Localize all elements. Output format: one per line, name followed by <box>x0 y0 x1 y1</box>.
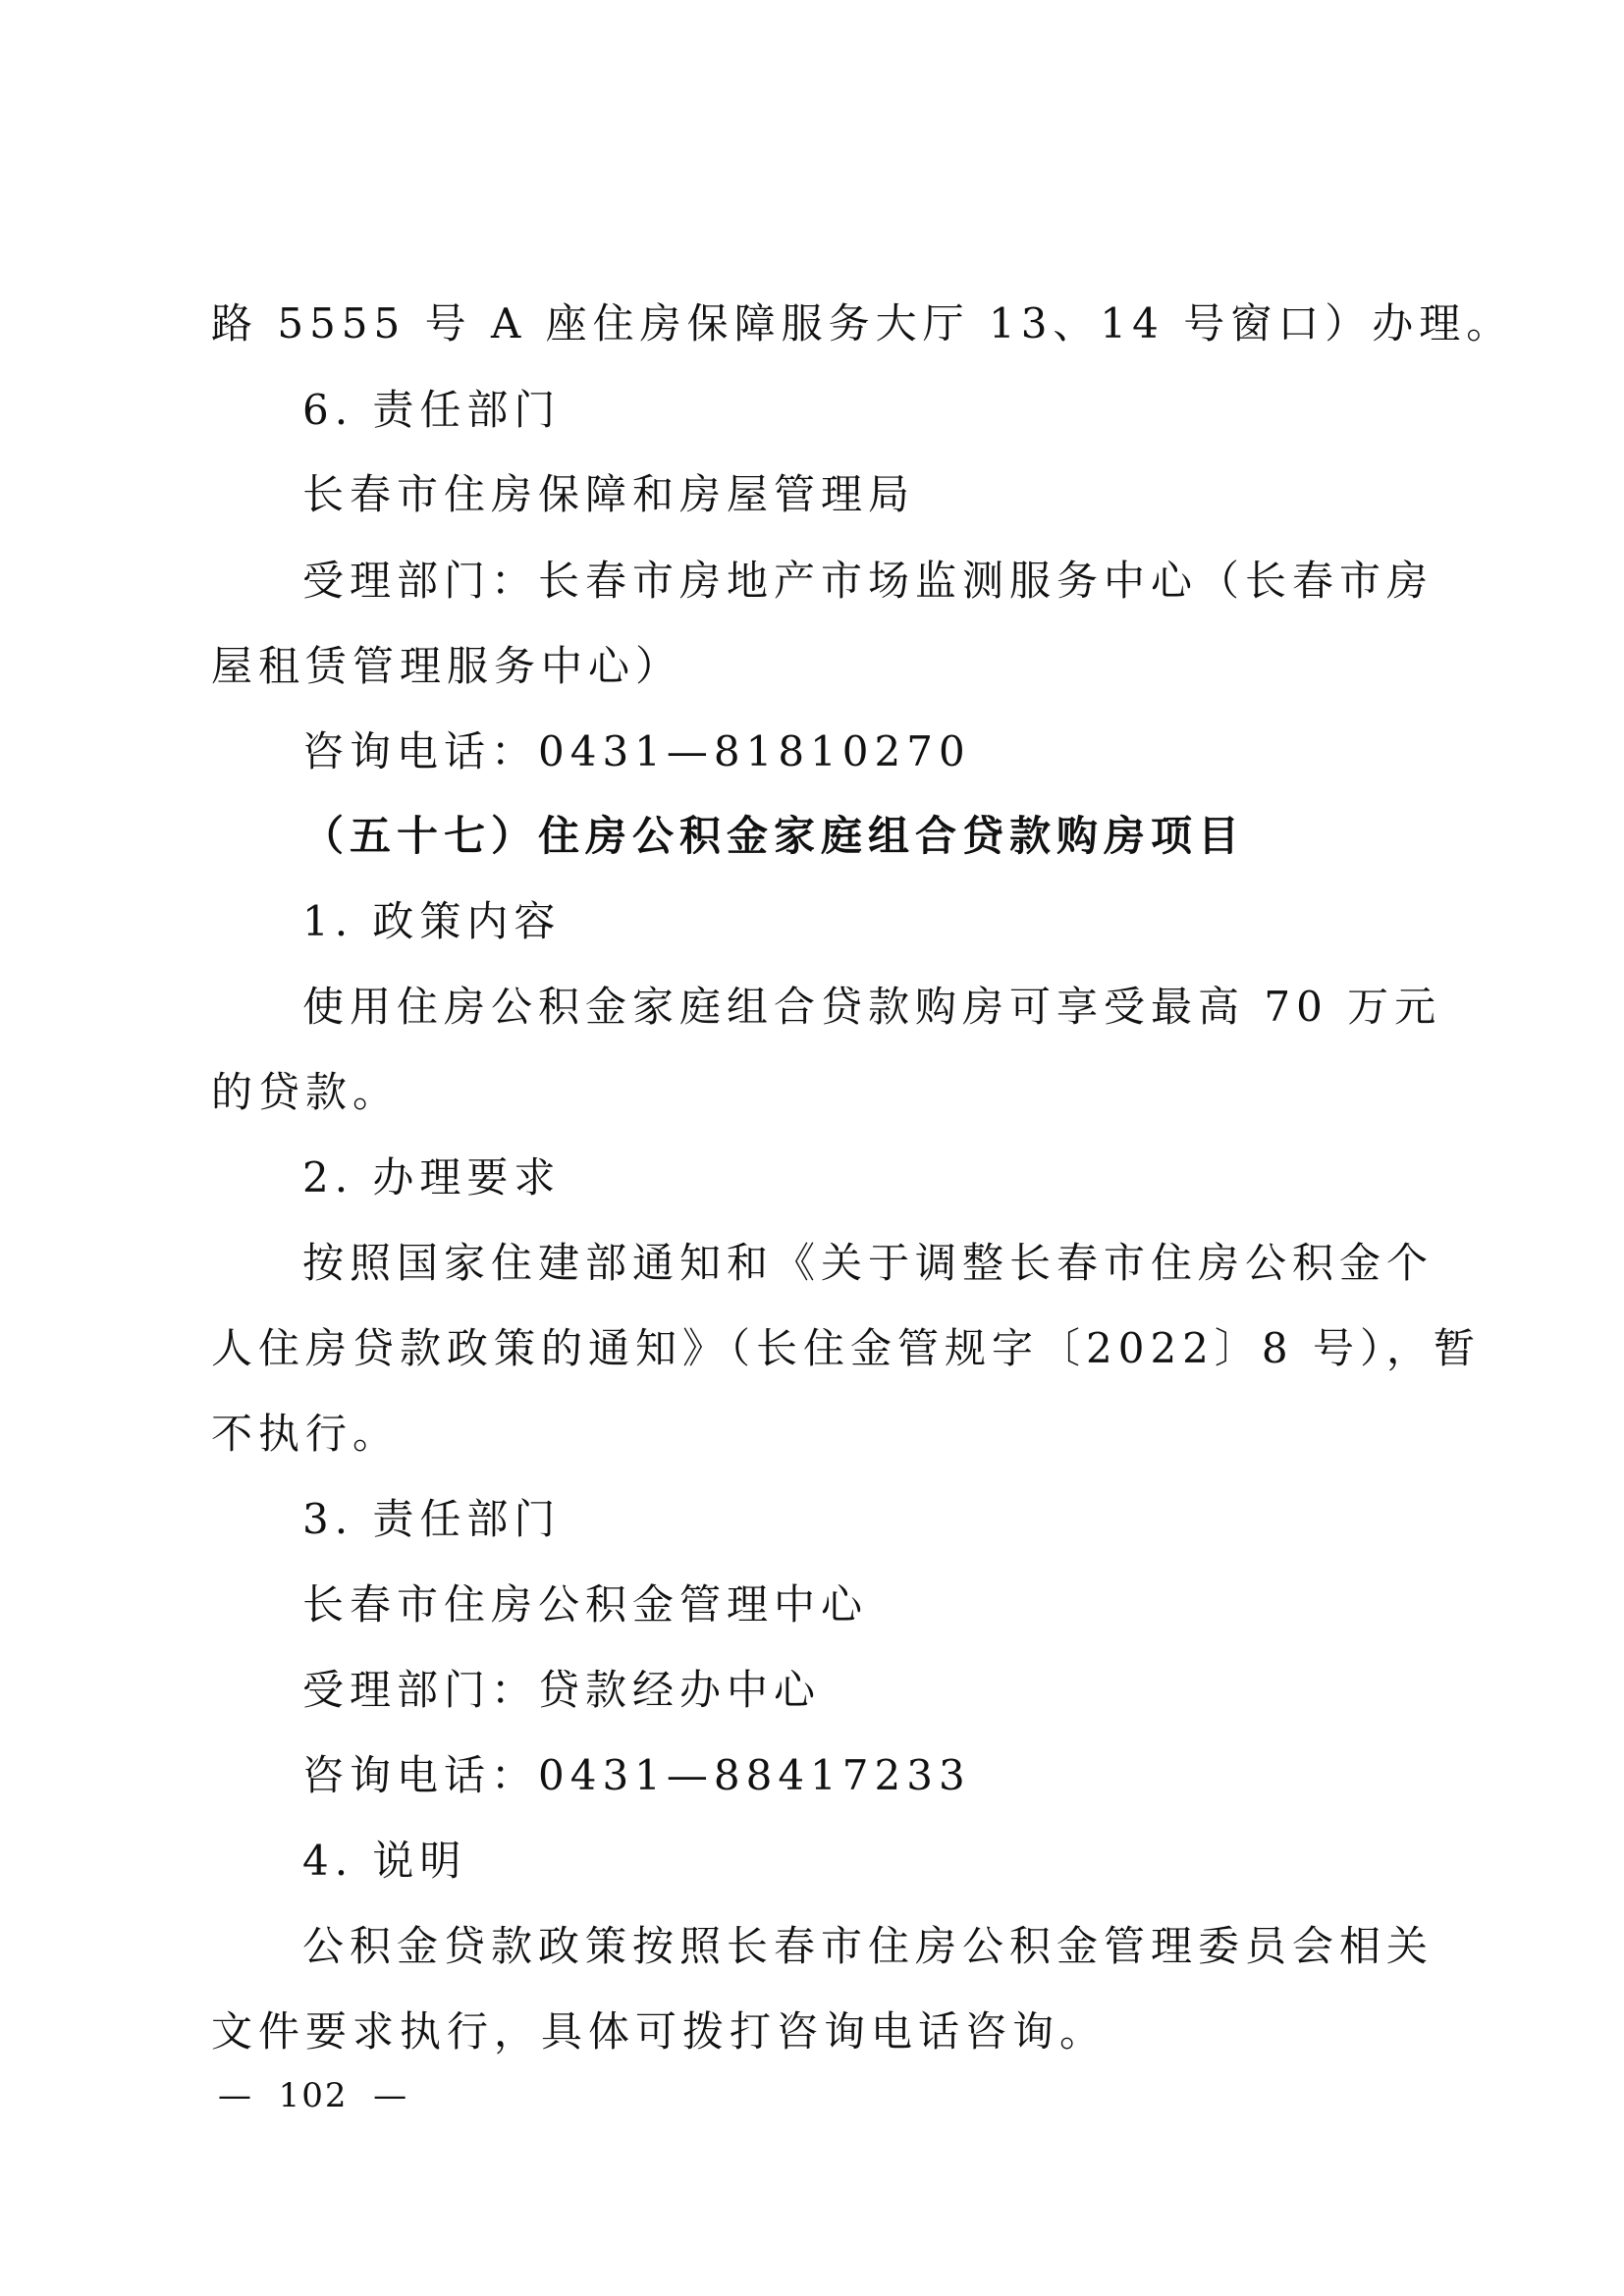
notes-line: 公积金贷款政策按照长春市住房公积金管理委员会相关 <box>302 1922 1435 1970</box>
accepting-dept-line: 受理部门：长春市房地产市场监测服务中心（长春市房 <box>302 557 1435 605</box>
accepting-dept-line-2: 受理部门：贷款经办中心 <box>302 1666 822 1714</box>
section-heading-responsible-dept-2: 3. 责任部门 <box>302 1495 562 1543</box>
requirements-line-3: 不执行。 <box>211 1410 401 1458</box>
paragraph-continuation-line: 路 5555 号 A 座住房保障服务大厅 13、14 号窗口）办理。 <box>211 299 1514 347</box>
item-heading: （五十七）住房公积金家庭组合贷款购房项目 <box>302 812 1246 860</box>
consult-phone-2: 咨询电话：0431—88417233 <box>302 1751 971 1799</box>
section-heading-requirements: 2. 办理要求 <box>302 1153 562 1201</box>
accepting-dept-continuation: 屋租赁管理服务中心） <box>211 642 683 690</box>
responsible-dept-name: 长春市住房保障和房屋管理局 <box>302 470 916 518</box>
page-number: — 102 — <box>218 2076 409 2115</box>
notes-line-2: 文件要求执行，具体可拨打咨询电话咨询。 <box>211 2007 1108 2056</box>
section-heading-notes: 4. 说明 <box>302 1837 467 1885</box>
section-heading-policy: 1. 政策内容 <box>302 897 562 945</box>
requirements-line: 按照国家住建部通知和《关于调整长春市住房公积金个 <box>302 1239 1435 1287</box>
consult-phone: 咨询电话：0431—81810270 <box>302 727 971 775</box>
policy-content-line: 使用住房公积金家庭组合贷款购房可享受最高 70 万元 <box>302 983 1442 1031</box>
responsible-dept-name-2: 长春市住房公积金管理中心 <box>302 1580 869 1629</box>
requirements-line-2: 人住房贷款政策的通知》（长住金管规字〔2022〕8 号），暂 <box>211 1324 1481 1372</box>
policy-content-continuation: 的贷款。 <box>211 1068 401 1116</box>
section-heading-responsible-dept: 6. 责任部门 <box>302 386 562 434</box>
